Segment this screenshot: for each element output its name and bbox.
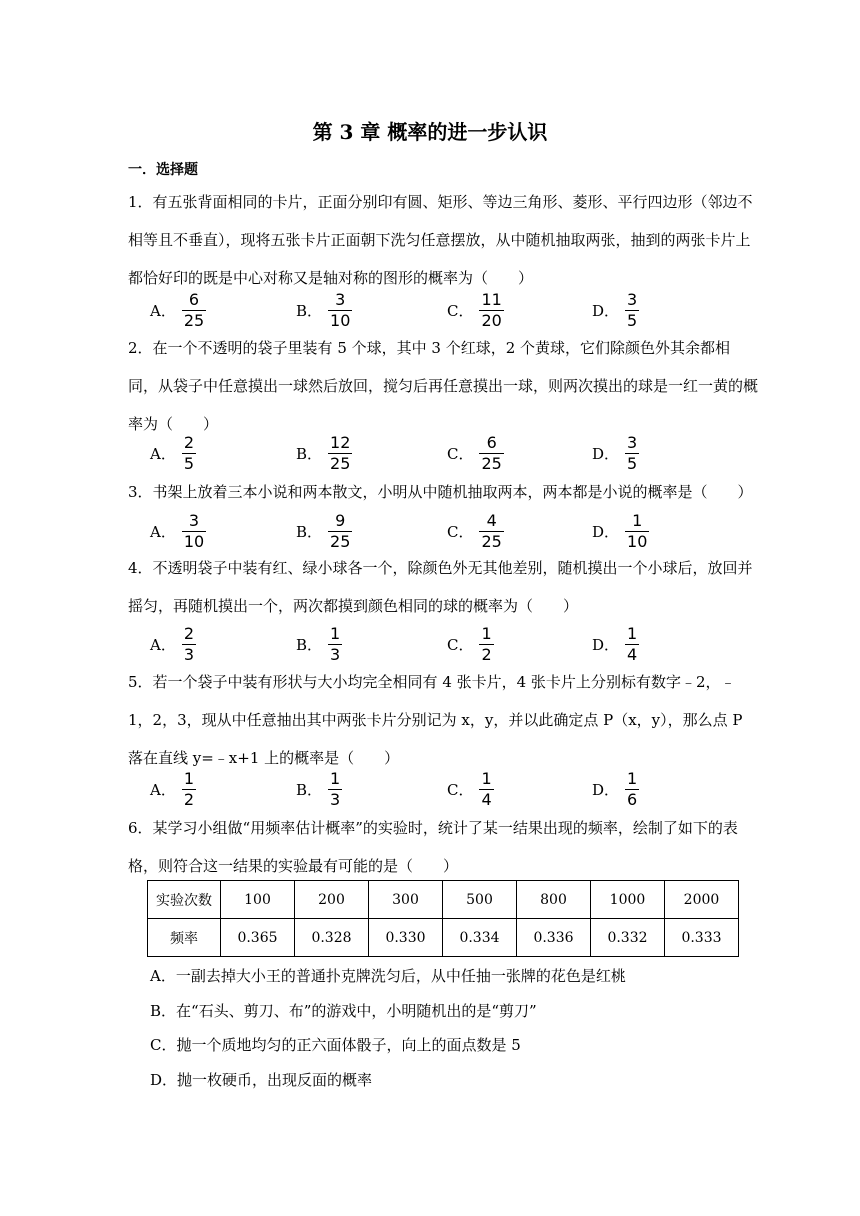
option-b[interactable]: B． $\frac{1}{3}$	[296, 768, 341, 809]
option-d[interactable]: D． $\frac{1}{6}$	[592, 768, 638, 809]
table-cell: 0.328	[295, 919, 369, 957]
table-cell: 200	[295, 881, 369, 919]
question-5-options	[150, 767, 750, 811]
fraction: $\frac{1}{10}$	[627, 510, 648, 551]
fraction: $\frac{1}{2}$	[481, 623, 492, 664]
choice-a[interactable]: A．一副去掉大小王的普通扑克牌洗匀后，从中任抽一张牌的花色是红桃	[150, 967, 626, 985]
fraction: $\frac{9}{25}$	[330, 510, 351, 551]
option-d[interactable]: D． $\frac{3}{5}$	[592, 289, 638, 330]
option-c[interactable]: C． $\frac{4}{25}$	[447, 510, 502, 551]
fraction: $\frac{3}{5}$	[627, 432, 638, 473]
table-cell: 0.332	[591, 919, 665, 957]
question-2: 2．在一个不透明的袋子里装有 5 个球，其中 3 个红球，2 个黄球，它们除颜色外其余都相同，从袋子中任意摸出一球然后放回，搅匀后再任意摸出一球，则两次摸出的球是一红一黄的概率为（ ）	[128, 339, 759, 433]
table-cell: 800	[517, 881, 591, 919]
option-c[interactable]: C． $\frac{6}{25}$	[447, 432, 502, 473]
fraction: $\frac{1}{3}$	[330, 768, 341, 809]
option-b[interactable]: B． $\frac{9}{25}$	[296, 510, 351, 551]
option-a[interactable]: A． $\frac{6}{25}$	[150, 289, 205, 330]
table-cell: 100	[221, 881, 295, 919]
fraction: $\frac{2}{5}$	[183, 432, 195, 473]
option-d[interactable]: D． $\frac{1}{10}$	[592, 510, 648, 551]
option-b[interactable]: B． $\frac{3}{10}$	[296, 289, 351, 330]
option-c[interactable]: C． $\frac{1}{4}$	[447, 768, 492, 809]
table-cell: 实验次数	[148, 881, 221, 919]
question-6: 6．某学习小组做“用频率估计概率”的实验时，统计了某一结果出现的频率，绘制了如下的表格，则符合这一结果的实验最有可能的是（ ）	[128, 819, 738, 875]
table-cell: 0.330	[369, 919, 443, 957]
fraction: $\frac{12}{25}$	[330, 432, 351, 473]
fraction: $\frac{3}{10}$	[330, 289, 351, 330]
fraction: $\frac{6}{25}$	[183, 289, 205, 330]
choice-c[interactable]: C．抛一个质地均匀的正六面体骰子，向上的面点数是 5	[150, 1036, 521, 1054]
table-cell: 0.333	[665, 919, 739, 957]
choice-d[interactable]: D．抛一枚硬币，出现反面的概率	[150, 1071, 373, 1089]
question-1: 1．有五张背面相同的卡片，正面分别印有圆、矩形、等边三角形、菱形、平行四边形（邻边不相等且不垂直），现将五张卡片正面朝下洗匀任意摆放，从中随机抽取两张，抽到的两张卡片上都恰好印的既是中心对称又是轴对称的图形的概率为（ ）	[128, 193, 753, 287]
option-d[interactable]: D． $\frac{1}{4}$	[592, 623, 638, 664]
option-d[interactable]: D． $\frac{3}{5}$	[592, 432, 638, 473]
option-b[interactable]: B． $\frac{1}{3}$	[296, 623, 341, 664]
fraction: $\frac{6}{25}$	[481, 432, 502, 473]
table-cell: 0.365	[221, 919, 295, 957]
question-4: 4．不透明袋子中装有红、绿小球各一个，除颜色外无其他差别，随机摸出一个小球后，放回并摇匀，再随机摸出一个，两次都摸到颜色相同的球的概率为（ ）	[128, 559, 753, 615]
fraction: $\frac{3}{5}$	[627, 289, 638, 330]
table-row	[148, 919, 739, 957]
fraction: $\frac{1}{2}$	[183, 768, 195, 809]
option-c[interactable]: C． $\frac{1}{2}$	[447, 623, 492, 664]
table-row	[148, 881, 739, 919]
table-cell: 300	[369, 881, 443, 919]
table-cell: 0.336	[517, 919, 591, 957]
option-a[interactable]: A． $\frac{2}{5}$	[150, 432, 195, 473]
option-c[interactable]: C． $\frac{11}{20}$	[447, 289, 502, 330]
question-5: 5．若一个袋子中装有形状与大小均完全相同有 4 张卡片，4 张卡片上分别标有数字﹣2，﹣1，2，3，现从中任意抽出其中两张卡片分别记为 x，y，并以此确定点 P（x，y），那么点 P 落在直线 y=﹣x+1 上的概率是（ ）	[128, 673, 743, 767]
option-b[interactable]: B． $\frac{12}{25}$	[296, 432, 351, 473]
table-cell: 2000	[665, 881, 739, 919]
fraction: $\frac{1}{4}$	[627, 623, 638, 664]
option-a[interactable]: A． $\frac{1}{2}$	[150, 768, 195, 809]
fraction: $\frac{1}{3}$	[330, 623, 341, 664]
fraction: $\frac{3}{10}$	[183, 510, 205, 551]
fraction: $\frac{4}{25}$	[481, 510, 502, 551]
option-a[interactable]: A． $\frac{3}{10}$	[150, 510, 205, 551]
frequency-table	[147, 880, 739, 957]
question-2-options	[150, 431, 750, 475]
page-title: 第 3 章 概率的进一步认识	[312, 120, 548, 144]
table-cell: 1000	[591, 881, 665, 919]
table-cell: 0.334	[443, 919, 517, 957]
question-4-options	[150, 622, 750, 666]
choice-b[interactable]: B．在“石头、剪刀、布”的游戏中，小明随机出的是“剪刀”	[150, 1002, 537, 1020]
option-a[interactable]: A． $\frac{2}{3}$	[150, 623, 195, 664]
section-heading: 一．选择题	[128, 162, 198, 178]
fraction: $\frac{11}{20}$	[481, 289, 502, 330]
question-1-options	[150, 288, 750, 332]
question-3-options	[150, 509, 750, 553]
table-cell: 频率	[148, 919, 221, 957]
fraction: $\frac{1}{4}$	[481, 768, 492, 809]
fraction: $\frac{2}{3}$	[183, 623, 195, 664]
question-3: 3．书架上放着三本小说和两本散文，小明从中随机抽取两本，两本都是小说的概率是（ ）	[128, 483, 753, 501]
table-cell: 500	[443, 881, 517, 919]
fraction: $\frac{1}{6}$	[627, 768, 638, 809]
